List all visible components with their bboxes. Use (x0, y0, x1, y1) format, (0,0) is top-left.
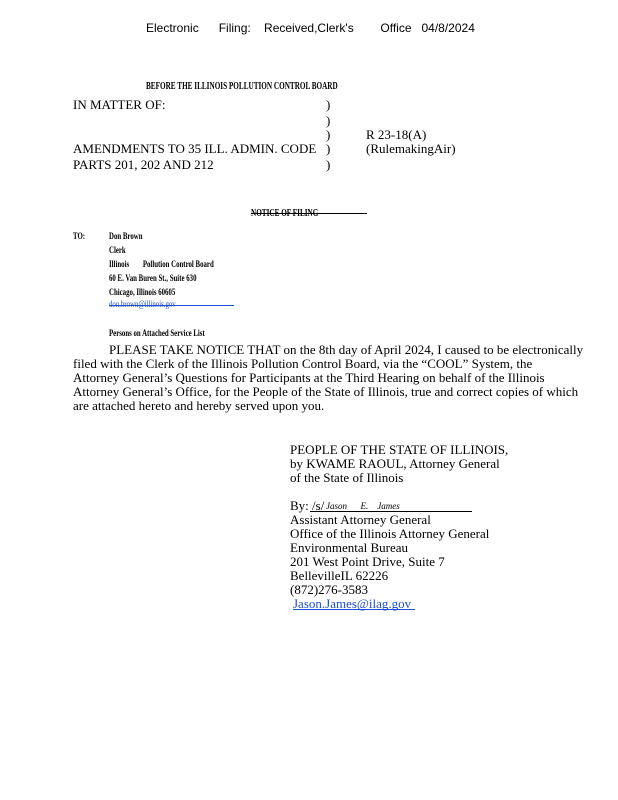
caption-paren: ) (326, 97, 331, 112)
caption-paren: ) (326, 157, 331, 172)
recipient-title: Clerk (109, 246, 126, 256)
signer-email-underline (293, 609, 415, 610)
notice-paragraph-line: Attorney General’s Questions for Participants at the Third Hearing on behalf of the Illinois (73, 370, 545, 385)
parts-title: PARTS 201, 202 AND 212 (73, 157, 214, 172)
by-label: By: /s/ (290, 498, 325, 513)
recipient-city: Chicago, Illinois 60605 (109, 288, 176, 298)
notice-paragraph-line: are attached hereto and hereby served upon you. (73, 398, 325, 413)
caption-paren: ) (326, 113, 331, 128)
signer-office: Office of the Illinois Attorney General (290, 526, 490, 541)
party-line: by KWAME RAOUL, Attorney General (290, 456, 500, 471)
recipient-email-underline (109, 305, 234, 306)
signer-email-link[interactable]: Jason.James@ilag.gov (293, 596, 412, 611)
party-line: PEOPLE OF THE STATE OF ILLINOIS, (290, 442, 509, 457)
notice-title-underline (251, 213, 367, 214)
recipient-org: Illinois Pollution Control Board (109, 260, 214, 270)
recipient-email-link[interactable]: don.brown@illinois.gov (109, 300, 176, 310)
signer-bureau: Environmental Bureau (290, 540, 409, 555)
notice-title: NOTICE OF FILING (251, 208, 319, 219)
recipient-address: 60 E. Van Buren St., Suite 630 (109, 274, 197, 284)
amendments-title: AMENDMENTS TO 35 ILL. ADMIN. CODE (73, 141, 317, 156)
case-number: R 23-18(A) (366, 127, 427, 142)
to-label: TO: (73, 232, 86, 242)
signer-name: Jason E. James (326, 501, 400, 511)
signer-city: BellevilleIL 62226 (290, 568, 389, 583)
board-heading: BEFORE THE ILLINOIS POLLUTION CONTROL BOARD (146, 81, 338, 92)
notice-paragraph-line: PLEASE TAKE NOTICE THAT on the 8th day of April 2024, I caused to be electronically (109, 342, 584, 357)
signer-phone: (872)276-3583 (290, 582, 368, 597)
signer-street: 201 West Point Drive, Suite 7 (290, 554, 445, 569)
in-matter-label: IN MATTER OF: (73, 97, 166, 112)
filing-stamp: Electronic Filing: Received,Clerk's Office 04/8/2024 (146, 21, 475, 35)
signer-title: Assistant Attorney General (290, 512, 431, 527)
case-type: (RulemakingAir) (366, 141, 456, 156)
caption-paren: ) (326, 141, 331, 156)
notice-paragraph-line: filed with the Clerk of the Illinois Pollution Control Board, via the “COOL” System, the (73, 356, 533, 371)
notice-paragraph-line: Attorney General’s Office, for the People of the State of Illinois, true and correct copies of which (73, 384, 579, 399)
recipient-name: Don Brown (109, 232, 143, 242)
party-line: of the State of Illinois (290, 470, 404, 485)
caption-paren: ) (326, 127, 331, 142)
service-list-label: Persons on Attached Service List (109, 329, 205, 339)
